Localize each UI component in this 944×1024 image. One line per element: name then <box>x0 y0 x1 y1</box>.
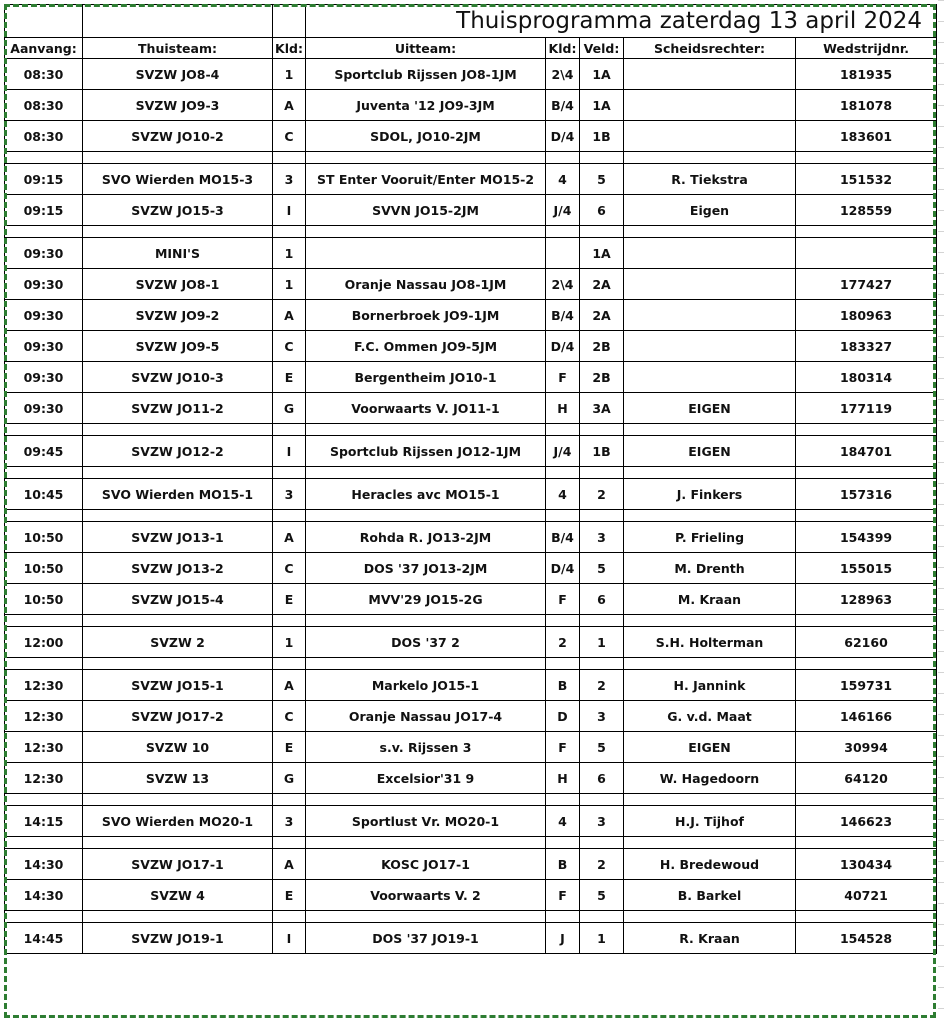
referee-cell[interactable]: H. Bredewoud <box>624 849 796 880</box>
referee-cell[interactable]: J. Finkers <box>624 479 796 510</box>
time-cell[interactable]: 12:00 <box>5 627 83 658</box>
time-cell[interactable]: 09:30 <box>5 269 83 300</box>
away-team-cell[interactable]: Bornerbroek JO9-1JM <box>306 300 546 331</box>
away-team-cell[interactable]: ST Enter Vooruit/Enter MO15-2 <box>306 164 546 195</box>
sheet-gridlines <box>938 0 944 1024</box>
away-team-cell[interactable]: F.C. Ommen JO9-5JM <box>306 331 546 362</box>
home-kit-cell[interactable]: I <box>273 436 306 467</box>
away-kit-cell[interactable]: B/4 <box>546 90 580 121</box>
away-team-cell[interactable]: Rohda R. JO13-2JM <box>306 522 546 553</box>
referee-cell[interactable]: M. Kraan <box>624 584 796 615</box>
time-cell[interactable]: 09:15 <box>5 195 83 226</box>
referee-cell[interactable]: EIGEN <box>624 732 796 763</box>
away-team-cell[interactable]: Heracles avc MO15-1 <box>306 479 546 510</box>
away-kit-cell[interactable]: D <box>546 701 580 732</box>
home-team-cell[interactable]: SVZW JO10-2 <box>83 121 273 152</box>
away-team-cell[interactable]: Voorwaarts V. 2 <box>306 880 546 911</box>
away-team-cell[interactable]: SDOL, JO10-2JM <box>306 121 546 152</box>
field-cell[interactable]: 2A <box>580 269 624 300</box>
away-kit-cell[interactable]: F <box>546 584 580 615</box>
time-cell[interactable]: 10:50 <box>5 522 83 553</box>
match-number-cell[interactable]: 154399 <box>796 522 937 553</box>
header-wedstrijdnr[interactable]: Wedstrijdnr. <box>796 38 937 59</box>
away-team-cell[interactable]: DOS '37 JO13-2JM <box>306 553 546 584</box>
field-cell[interactable]: 5 <box>580 732 624 763</box>
home-team-cell[interactable]: SVZW 10 <box>83 732 273 763</box>
home-kit-cell[interactable]: C <box>273 331 306 362</box>
home-kit-cell[interactable]: E <box>273 362 306 393</box>
time-cell[interactable]: 09:30 <box>5 393 83 424</box>
match-number-cell[interactable]: 146623 <box>796 806 937 837</box>
field-cell[interactable]: 5 <box>580 164 624 195</box>
away-team-cell[interactable]: DOS '37 2 <box>306 627 546 658</box>
match-number-cell[interactable]: 184701 <box>796 436 937 467</box>
away-team-cell[interactable]: Bergentheim JO10-1 <box>306 362 546 393</box>
field-cell[interactable]: 2 <box>580 849 624 880</box>
referee-cell[interactable]: G. v.d. Maat <box>624 701 796 732</box>
referee-cell[interactable]: W. Hagedoorn <box>624 763 796 794</box>
home-team-cell[interactable]: SVZW JO9-2 <box>83 300 273 331</box>
away-kit-cell[interactable]: D/4 <box>546 553 580 584</box>
match-number-cell[interactable]: 180963 <box>796 300 937 331</box>
away-kit-cell[interactable]: 2\4 <box>546 269 580 300</box>
referee-cell[interactable]: Eigen <box>624 195 796 226</box>
home-team-cell[interactable]: SVZW JO13-2 <box>83 553 273 584</box>
referee-cell[interactable]: H.J. Tijhof <box>624 806 796 837</box>
home-kit-cell[interactable]: 3 <box>273 479 306 510</box>
away-team-cell[interactable]: Excelsior'31 9 <box>306 763 546 794</box>
away-kit-cell[interactable]: H <box>546 763 580 794</box>
match-number-cell[interactable]: 181935 <box>796 59 937 90</box>
match-number-cell[interactable]: 183601 <box>796 121 937 152</box>
time-cell[interactable]: 10:50 <box>5 584 83 615</box>
away-kit-cell[interactable]: 4 <box>546 164 580 195</box>
match-number-cell[interactable]: 180314 <box>796 362 937 393</box>
referee-cell[interactable]: B. Barkel <box>624 880 796 911</box>
field-cell[interactable]: 1A <box>580 238 624 269</box>
time-cell[interactable]: 14:45 <box>5 923 83 954</box>
home-kit-cell[interactable]: A <box>273 670 306 701</box>
time-cell[interactable]: 14:30 <box>5 849 83 880</box>
away-kit-cell[interactable]: F <box>546 880 580 911</box>
field-cell[interactable]: 6 <box>580 195 624 226</box>
header-kld-away[interactable]: Kld: <box>546 38 580 59</box>
home-kit-cell[interactable]: 3 <box>273 806 306 837</box>
home-kit-cell[interactable]: A <box>273 90 306 121</box>
time-cell[interactable]: 09:30 <box>5 331 83 362</box>
away-kit-cell[interactable]: B <box>546 849 580 880</box>
home-kit-cell[interactable]: 3 <box>273 164 306 195</box>
field-cell[interactable]: 5 <box>580 553 624 584</box>
match-number-cell[interactable]: 183327 <box>796 331 937 362</box>
home-kit-cell[interactable]: 1 <box>273 269 306 300</box>
away-kit-cell[interactable]: J/4 <box>546 195 580 226</box>
home-team-cell[interactable]: SVZW JO15-3 <box>83 195 273 226</box>
field-cell[interactable]: 1 <box>580 627 624 658</box>
print-area-border <box>4 4 936 1018</box>
home-team-cell[interactable]: SVZW JO15-1 <box>83 670 273 701</box>
away-kit-cell[interactable]: H <box>546 393 580 424</box>
home-kit-cell[interactable]: G <box>273 393 306 424</box>
referee-cell[interactable]: P. Frieling <box>624 522 796 553</box>
away-team-cell[interactable]: KOSC JO17-1 <box>306 849 546 880</box>
home-team-cell[interactable]: SVZW JO19-1 <box>83 923 273 954</box>
home-team-cell[interactable]: SVZW JO11-2 <box>83 393 273 424</box>
home-kit-cell[interactable]: I <box>273 923 306 954</box>
home-team-cell[interactable]: MINI'S <box>83 238 273 269</box>
away-team-cell[interactable]: Sportclub Rijssen JO12-1JM <box>306 436 546 467</box>
time-cell[interactable]: 09:45 <box>5 436 83 467</box>
field-cell[interactable]: 1B <box>580 436 624 467</box>
time-cell[interactable]: 09:30 <box>5 362 83 393</box>
home-team-cell[interactable]: SVZW JO9-3 <box>83 90 273 121</box>
referee-cell[interactable]: R. Tiekstra <box>624 164 796 195</box>
home-team-cell[interactable]: SVZW JO17-2 <box>83 701 273 732</box>
match-number-cell[interactable]: 151532 <box>796 164 937 195</box>
home-team-cell[interactable]: SVZW JO15-4 <box>83 584 273 615</box>
away-team-cell[interactable]: Markelo JO15-1 <box>306 670 546 701</box>
away-kit-cell[interactable]: 2\4 <box>546 59 580 90</box>
referee-cell[interactable]: H. Jannink <box>624 670 796 701</box>
match-number-cell[interactable]: 40721 <box>796 880 937 911</box>
home-kit-cell[interactable]: C <box>273 121 306 152</box>
match-number-cell[interactable]: 159731 <box>796 670 937 701</box>
home-team-cell[interactable]: SVZW JO10-3 <box>83 362 273 393</box>
page-title[interactable]: Thuisprogramma zaterdag 13 april 2024 <box>306 5 937 38</box>
field-cell[interactable]: 3 <box>580 806 624 837</box>
away-team-cell[interactable]: s.v. Rijssen 3 <box>306 732 546 763</box>
header-aanvang[interactable]: Aanvang: <box>5 38 83 59</box>
away-kit-cell[interactable]: F <box>546 732 580 763</box>
field-cell[interactable]: 2A <box>580 300 624 331</box>
field-cell[interactable]: 2 <box>580 670 624 701</box>
away-team-cell[interactable]: Oranje Nassau JO8-1JM <box>306 269 546 300</box>
home-kit-cell[interactable]: I <box>273 195 306 226</box>
match-number-cell[interactable]: 155015 <box>796 553 937 584</box>
match-number-cell[interactable]: 181078 <box>796 90 937 121</box>
field-cell[interactable]: 2B <box>580 362 624 393</box>
field-cell[interactable]: 1A <box>580 59 624 90</box>
away-kit-cell[interactable]: D/4 <box>546 331 580 362</box>
home-team-cell[interactable]: SVZW 13 <box>83 763 273 794</box>
match-number-cell[interactable]: 64120 <box>796 763 937 794</box>
referee-cell[interactable]: EIGEN <box>624 436 796 467</box>
match-number-cell[interactable]: 146166 <box>796 701 937 732</box>
field-cell[interactable]: 1B <box>580 121 624 152</box>
referee-cell[interactable]: EIGEN <box>624 393 796 424</box>
field-cell[interactable]: 1 <box>580 923 624 954</box>
away-kit-cell[interactable]: J <box>546 923 580 954</box>
home-kit-cell[interactable]: 1 <box>273 627 306 658</box>
header-thuisteam[interactable]: Thuisteam: <box>83 38 273 59</box>
home-kit-cell[interactable]: C <box>273 701 306 732</box>
away-kit-cell[interactable]: D/4 <box>546 121 580 152</box>
home-kit-cell[interactable]: A <box>273 849 306 880</box>
away-team-cell[interactable]: MVV'29 JO15-2G <box>306 584 546 615</box>
home-team-cell[interactable]: SVZW 2 <box>83 627 273 658</box>
home-team-cell[interactable]: SVZW JO17-1 <box>83 849 273 880</box>
header-scheidsrechter[interactable]: Scheidsrechter: <box>624 38 796 59</box>
referee-cell[interactable]: R. Kraan <box>624 923 796 954</box>
field-cell[interactable]: 5 <box>580 880 624 911</box>
header-uitteam[interactable]: Uitteam: <box>306 38 546 59</box>
away-team-cell[interactable]: Voorwaarts V. JO11-1 <box>306 393 546 424</box>
field-cell[interactable]: 3A <box>580 393 624 424</box>
home-team-cell[interactable]: SVZW JO13-1 <box>83 522 273 553</box>
time-cell[interactable]: 10:50 <box>5 553 83 584</box>
field-cell[interactable]: 3 <box>580 522 624 553</box>
time-cell[interactable]: 10:45 <box>5 479 83 510</box>
home-kit-cell[interactable]: 1 <box>273 238 306 269</box>
away-kit-cell[interactable]: B <box>546 670 580 701</box>
home-team-cell[interactable]: SVZW JO12-2 <box>83 436 273 467</box>
home-team-cell[interactable]: SVO Wierden MO15-3 <box>83 164 273 195</box>
match-number-cell[interactable]: 157316 <box>796 479 937 510</box>
field-cell[interactable]: 2 <box>580 479 624 510</box>
header-veld[interactable]: Veld: <box>580 38 624 59</box>
home-kit-cell[interactable]: A <box>273 522 306 553</box>
away-kit-cell[interactable]: B/4 <box>546 300 580 331</box>
time-cell[interactable]: 09:15 <box>5 164 83 195</box>
away-kit-cell[interactable]: B/4 <box>546 522 580 553</box>
home-kit-cell[interactable]: E <box>273 880 306 911</box>
field-cell[interactable]: 6 <box>580 763 624 794</box>
field-cell[interactable]: 1A <box>580 90 624 121</box>
away-kit-cell[interactable]: J/4 <box>546 436 580 467</box>
home-team-cell[interactable]: SVZW JO8-1 <box>83 269 273 300</box>
time-cell[interactable]: 12:30 <box>5 701 83 732</box>
home-team-cell[interactable]: SVZW JO9-5 <box>83 331 273 362</box>
away-team-cell[interactable]: Sportlust Vr. MO20-1 <box>306 806 546 837</box>
match-number-cell[interactable]: 128559 <box>796 195 937 226</box>
time-cell[interactable]: 12:30 <box>5 732 83 763</box>
away-team-cell[interactable]: Juventa '12 JO9-3JM <box>306 90 546 121</box>
match-number-cell[interactable]: 30994 <box>796 732 937 763</box>
home-team-cell[interactable]: SVO Wierden MO20-1 <box>83 806 273 837</box>
away-team-cell[interactable]: DOS '37 JO19-1 <box>306 923 546 954</box>
match-number-cell[interactable]: 62160 <box>796 627 937 658</box>
home-team-cell[interactable]: SVZW 4 <box>83 880 273 911</box>
match-number-cell[interactable]: 154528 <box>796 923 937 954</box>
home-team-cell[interactable]: SVZW JO8-4 <box>83 59 273 90</box>
field-cell[interactable]: 3 <box>580 701 624 732</box>
away-kit-cell[interactable]: F <box>546 362 580 393</box>
home-kit-cell[interactable]: E <box>273 584 306 615</box>
time-cell[interactable]: 09:30 <box>5 300 83 331</box>
time-cell[interactable]: 14:15 <box>5 806 83 837</box>
home-kit-cell[interactable]: 1 <box>273 59 306 90</box>
home-kit-cell[interactable]: G <box>273 763 306 794</box>
field-cell[interactable]: 2B <box>580 331 624 362</box>
match-number-cell[interactable]: 130434 <box>796 849 937 880</box>
home-kit-cell[interactable]: A <box>273 300 306 331</box>
time-cell[interactable]: 12:30 <box>5 763 83 794</box>
home-kit-cell[interactable]: E <box>273 732 306 763</box>
referee-cell[interactable]: M. Drenth <box>624 553 796 584</box>
away-kit-cell[interactable]: 2 <box>546 627 580 658</box>
match-number-cell[interactable]: 128963 <box>796 584 937 615</box>
referee-cell[interactable]: S.H. Holterman <box>624 627 796 658</box>
away-kit-cell[interactable]: 4 <box>546 806 580 837</box>
time-cell[interactable]: 12:30 <box>5 670 83 701</box>
match-number-cell[interactable]: 177119 <box>796 393 937 424</box>
time-cell[interactable]: 08:30 <box>5 90 83 121</box>
time-cell[interactable]: 14:30 <box>5 880 83 911</box>
time-cell[interactable]: 08:30 <box>5 59 83 90</box>
field-cell[interactable]: 6 <box>580 584 624 615</box>
away-team-cell[interactable]: Oranje Nassau JO17-4 <box>306 701 546 732</box>
away-kit-cell[interactable]: 4 <box>546 479 580 510</box>
home-kit-cell[interactable]: C <box>273 553 306 584</box>
time-cell[interactable]: 09:30 <box>5 238 83 269</box>
time-cell[interactable]: 08:30 <box>5 121 83 152</box>
match-number-cell[interactable]: 177427 <box>796 269 937 300</box>
home-team-cell[interactable]: SVO Wierden MO15-1 <box>83 479 273 510</box>
away-team-cell[interactable]: Sportclub Rijssen JO8-1JM <box>306 59 546 90</box>
header-kld-home[interactable]: Kld: <box>273 38 306 59</box>
away-team-cell[interactable]: SVVN JO15-2JM <box>306 195 546 226</box>
